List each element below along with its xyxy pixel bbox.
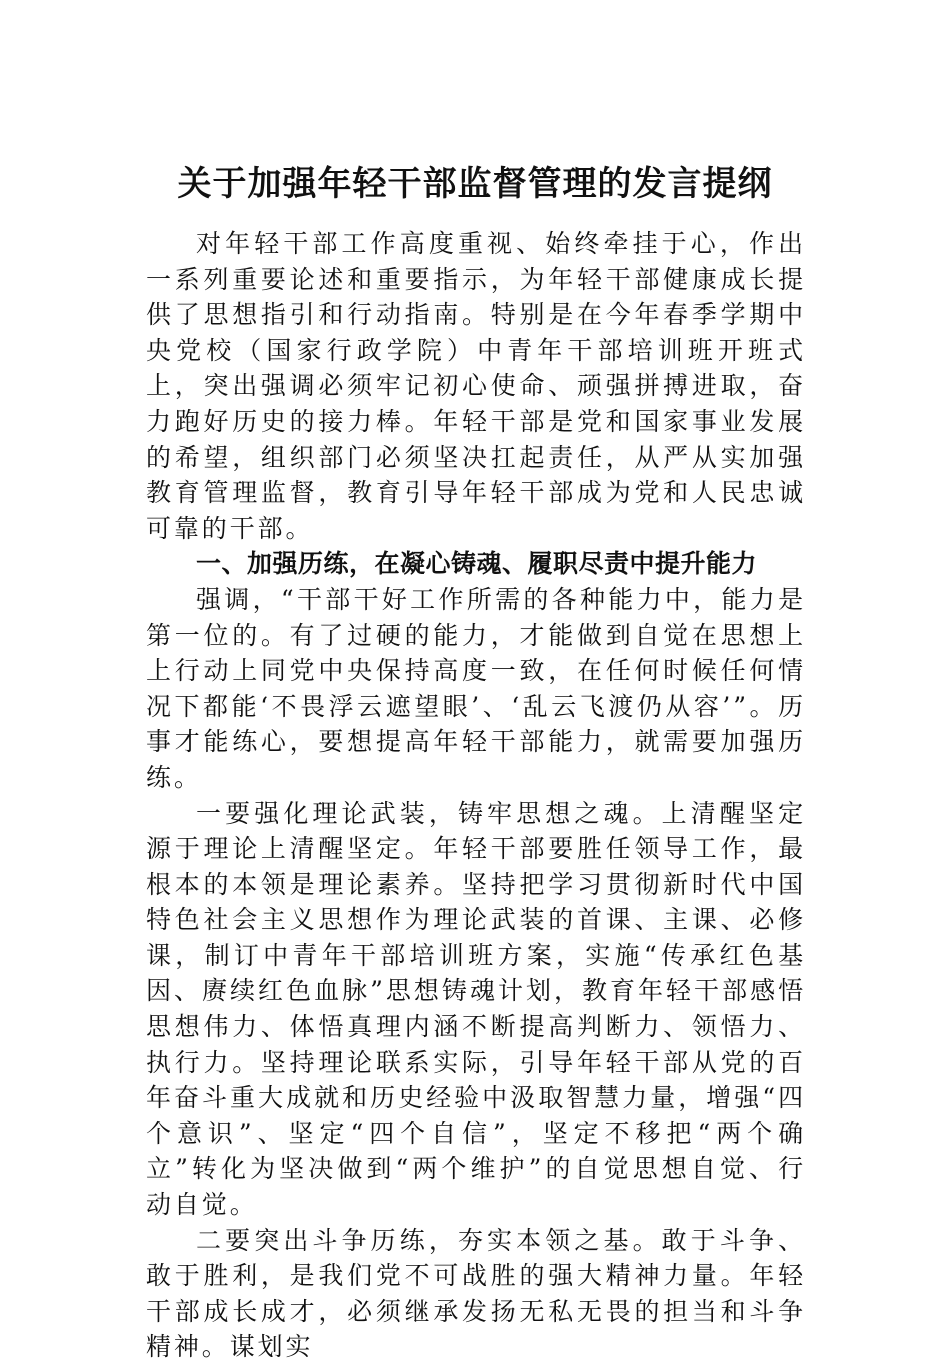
body-paragraph: 强调，“干部干好工作所需的各种能力中，能力是第一位的。有了过硬的能力，才能做到自觉在思想上上行动上同党中央保持高度一致，在任何时候任何情况下都能‘不畏浮云遮望眼’、‘乱云飞渡仍从容’”。历事才能练心，要想提高年轻干部能力，就需要加强历练。 <box>146 584 806 792</box>
body-paragraph: 一要强化理论武装，铸牢思想之魂。上清醒坚定源于理论上清醒坚定。年轻干部要胜任领导工作，最根本的本领是理论素养。坚持把学习贯彻新时代中国特色社会主义思想作为理论武装的首课、主课、必修课，制订中青年干部培训班方案，实施“传承红色基因、赓续红色血脉”思想铸魂计划，教育年轻干部感悟思想伟力、体悟真理内涵不断提高判断力、领悟力、执行力。坚持理论联系实际，引导年轻干部从党的百年奋斗重大成就和历史经验中汲取智慧力量，增强“四个意识”、坚定“四个自信”，坚定不移把“两个确立”转化为坚决做到“两个维护”的自觉思想自觉、行动自觉。 <box>146 798 806 1220</box>
document-title: 关于加强年轻干部监督管理的发言提纲 <box>177 164 773 204</box>
body-paragraph: 二要突出斗争历练，夯实本领之基。敢于斗争、敢于胜利，是我们党不可战胜的强大精神力量。年轻干部成长成才，必须继承发扬无私无畏的担当和斗争精神。谋划实 <box>146 1225 806 1362</box>
intro-paragraph: 对年轻干部工作高度重视、始终牵挂于心，作出一系列重要论述和重要指示，为年轻干部健康成长提供了思想指引和行动指南。特别是在今年春季学期中央党校（国家行政学院）中青年干部培训班开班式上，突出强调必须牢记初心使命、顽强拼搏进取，奋力跑好历史的接力棒。年轻干部是党和国家事业发展的希望，组织部门必须坚决扛起责任，从严从实加强教育管理监督，教育引导年轻干部成为党和人民忠诚可靠的干部。 <box>146 229 806 543</box>
document-body <box>146 226 806 1365</box>
section-heading-1: 一、加强历练，在凝心铸魂、履职尽责中提升能力 <box>196 549 758 579</box>
